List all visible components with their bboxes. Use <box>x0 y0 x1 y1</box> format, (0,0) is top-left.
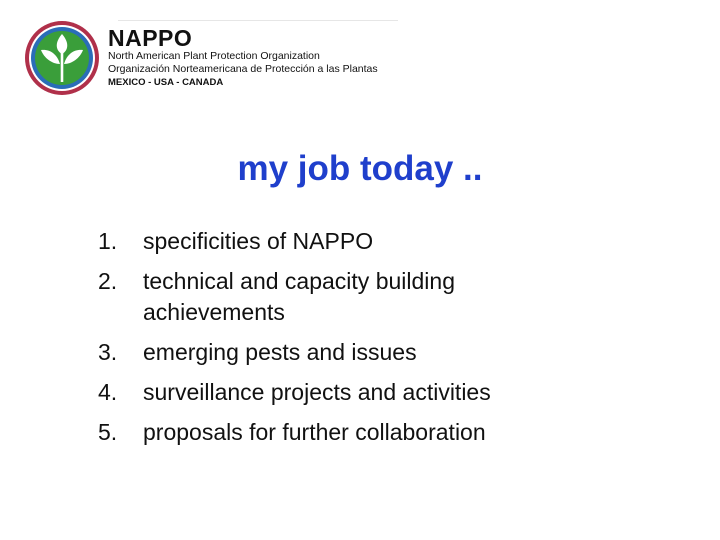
agenda-item-number: 5. <box>98 419 118 445</box>
agenda-item-number: 2. <box>98 268 118 294</box>
agenda-item-text: specificities of NAPPO <box>143 228 374 254</box>
nappo-logo <box>24 20 404 100</box>
logo-name: NAPPO <box>108 25 193 51</box>
agenda-item-text: surveillance projects and activities <box>143 379 491 405</box>
agenda-item <box>98 337 598 368</box>
agenda-list <box>98 226 598 457</box>
agenda-item-text: technical and capacity building achievements <box>143 268 455 325</box>
agenda-item-text: proposals for further collaboration <box>143 419 486 445</box>
logo-english-name: North American Plant Protection Organization <box>108 50 320 62</box>
nappo-leaf-emblem-icon <box>24 20 100 96</box>
slide-title: my job today .. <box>237 149 483 188</box>
agenda-item <box>98 266 598 328</box>
agenda-item-number: 1. <box>98 228 118 254</box>
agenda-item-text: emerging pests and issues <box>143 339 417 365</box>
logo-text <box>108 26 408 90</box>
agenda-item <box>98 226 598 257</box>
logo-countries: MEXICO - USA - CANADA <box>108 77 224 88</box>
agenda-item <box>98 417 598 448</box>
agenda-item-number: 4. <box>98 379 118 405</box>
logo-spanish-name: Organización Norteamericana de Protección a las Plantas <box>108 63 378 75</box>
agenda-item-number: 3. <box>98 339 118 365</box>
agenda-item <box>98 377 598 408</box>
